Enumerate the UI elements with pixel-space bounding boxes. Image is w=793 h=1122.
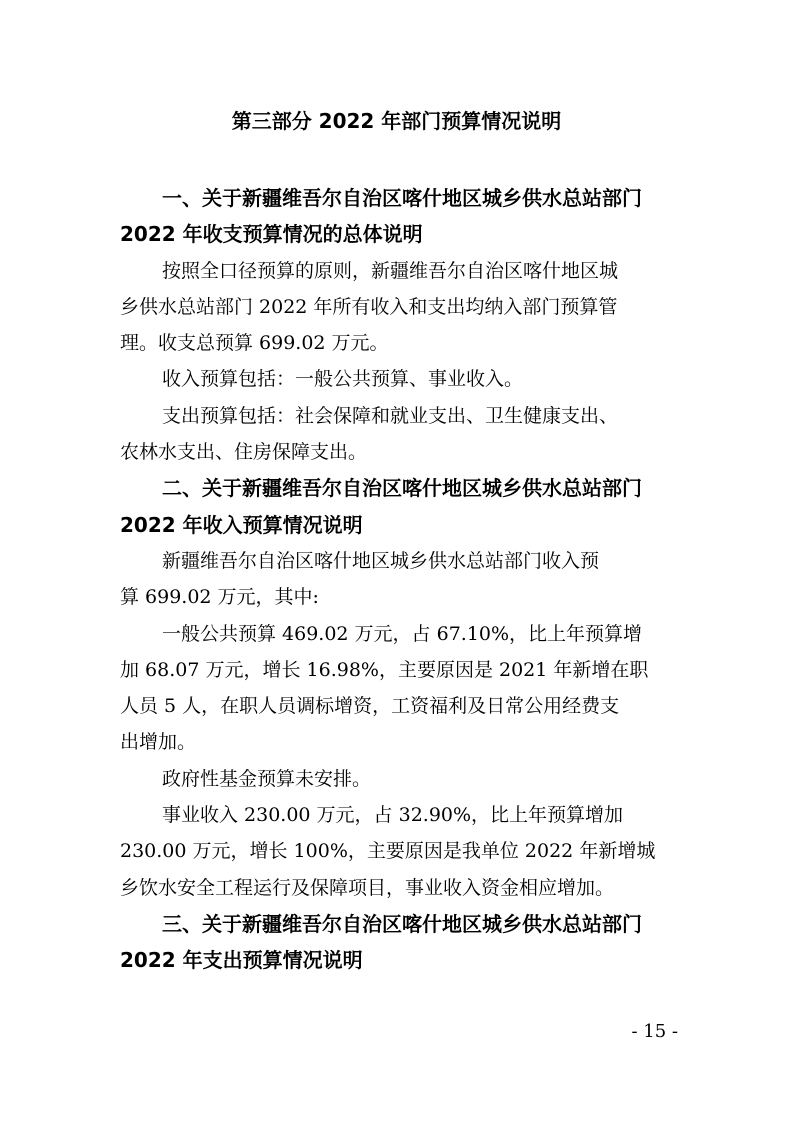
section-2-heading xyxy=(120,470,680,543)
section-2-heading-line-2: 2022 年收入预算情况说明 xyxy=(120,512,363,537)
section-1-heading-line-1: 一、关于新疆维吾尔自治区喀什地区城乡供水总站部门 xyxy=(162,186,642,210)
paragraph-line: 算 699.02 万元，其中: xyxy=(120,586,319,609)
section-2-paragraph-3 xyxy=(120,761,680,797)
paragraph-line: 支出预算包括：社会保障和就业支出、卫生健康支出、 xyxy=(162,404,619,427)
paragraph-line: 事业收入 230.00 万元，占 32.90%，比上年预算增加 xyxy=(162,804,624,827)
section-1-heading xyxy=(120,180,680,253)
section-3 xyxy=(120,906,680,979)
section-1-heading-line-2: 2022 年收支预算情况的总体说明 xyxy=(120,222,423,247)
paragraph-line: 理。收支总预算 699.02 万元。 xyxy=(120,332,389,355)
paragraph-line: 乡供水总站部门 2022 年所有收入和支出均纳入部门预算管 xyxy=(120,295,618,318)
paragraph-line: 新疆维吾尔自治区喀什地区城乡供水总站部门收入预 xyxy=(162,549,600,572)
paragraph-line: 加 68.07 万元，增长 16.98%，主要原因是 2021 年新增在职 xyxy=(120,658,649,681)
paragraph-line: 出增加。 xyxy=(120,731,197,754)
section-2-paragraph-4 xyxy=(120,797,680,906)
paragraph-line: 按照全口径预算的原则，新疆维吾尔自治区喀什地区城 xyxy=(162,259,619,282)
page-title: 第三部分 2022 年部门预算情况说明 xyxy=(231,109,562,133)
section-3-heading-line-1: 三、关于新疆维吾尔自治区喀什地区城乡供水总站部门 xyxy=(162,911,642,936)
paragraph-line: 乡饮水安全工程运行及保障项目，事业收入资金相应增加。 xyxy=(120,876,615,899)
paragraph-line: 人员 5 人，在职人员调标增资，工资福利及日常公用经费支 xyxy=(120,695,620,718)
paragraph-line: 收入预算包括：一般公共预算、事业收入。 xyxy=(162,368,524,391)
section-1-paragraph-3 xyxy=(120,398,680,471)
section-1-paragraph-1 xyxy=(120,253,680,362)
paragraph-line: 农林水支出、住房保障支出。 xyxy=(120,441,368,464)
paragraph-line: 政府性基金预算未安排。 xyxy=(162,767,372,790)
section-2-paragraph-1 xyxy=(120,543,680,616)
section-3-heading xyxy=(120,906,680,979)
section-2 xyxy=(120,470,680,906)
paragraph-line: 230.00 万元，增长 100%，主要原因是我单位 2022 年新增城 xyxy=(120,840,656,863)
section-3-heading-line-2: 2022 年支出预算情况说明 xyxy=(120,948,363,973)
section-1 xyxy=(120,180,680,470)
page-number: - 15 - xyxy=(631,1021,678,1042)
section-1-paragraph-2 xyxy=(120,361,680,397)
section-2-heading-line-1: 二、关于新疆维吾尔自治区喀什地区城乡供水总站部门 xyxy=(162,476,642,501)
section-2-paragraph-2 xyxy=(120,616,680,761)
paragraph-line: 一般公共预算 469.02 万元，占 67.10%，比上年预算增 xyxy=(162,622,643,645)
document-body xyxy=(120,180,680,979)
